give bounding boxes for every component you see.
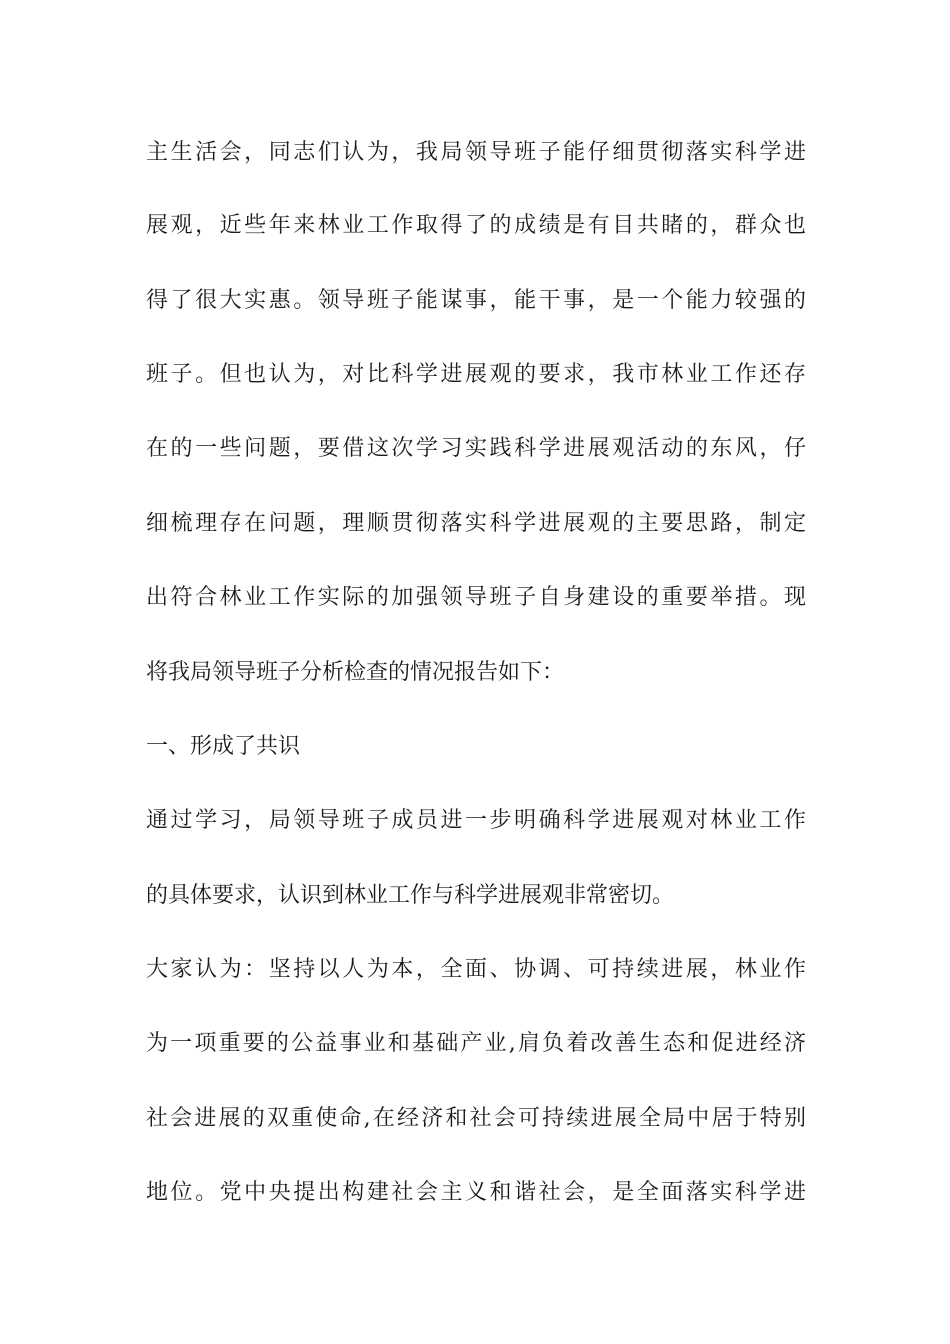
paragraph-line: 得了很大实惠。领导班子能谋事，能干事，是一个能力较强的 [146, 288, 806, 313]
paragraph-line: 社会进展的双重使命,在经济和社会可持续进展全局中居于特别 [146, 1106, 806, 1131]
paragraph-line: 地位。党中央提出构建社会主义和谐社会，是全面落实科学进 [146, 1180, 806, 1205]
paragraph-line: 的具体要求，认识到林业工作与科学进展观非常密切。 [146, 883, 675, 908]
paragraph-line: 大家认为：坚持以人为本，全面、协调、可持续进展，林业作 [146, 957, 806, 982]
paragraph-line: 将我局领导班子分析检查的情况报告如下： [146, 660, 565, 685]
paragraph-line: 展观，近些年来林业工作取得了的成绩是有目共睹的，群众也 [146, 213, 806, 238]
paragraph-line: 通过学习，局领导班子成员进一步明确科学进展观对林业工作 [146, 808, 806, 833]
section-heading: 一、形成了共识 [146, 734, 301, 759]
paragraph-line: 班子。但也认为，对比科学进展观的要求，我市林业工作还存 [146, 362, 806, 387]
paragraph-line: 主生活会，同志们认为，我局领导班子能仔细贯彻落实科学进 [146, 140, 806, 165]
paragraph-line: 细梳理存在问题，理顺贯彻落实科学进展观的主要思路，制定 [146, 511, 806, 536]
paragraph-line: 为一项重要的公益事业和基础产业,肩负着改善生态和促进经济 [146, 1031, 806, 1056]
paragraph-line: 出符合林业工作实际的加强领导班子自身建设的重要举措。现 [146, 585, 806, 610]
paragraph-line: 在的一些问题，要借这次学习实践科学进展观活动的东风，仔 [146, 436, 806, 461]
